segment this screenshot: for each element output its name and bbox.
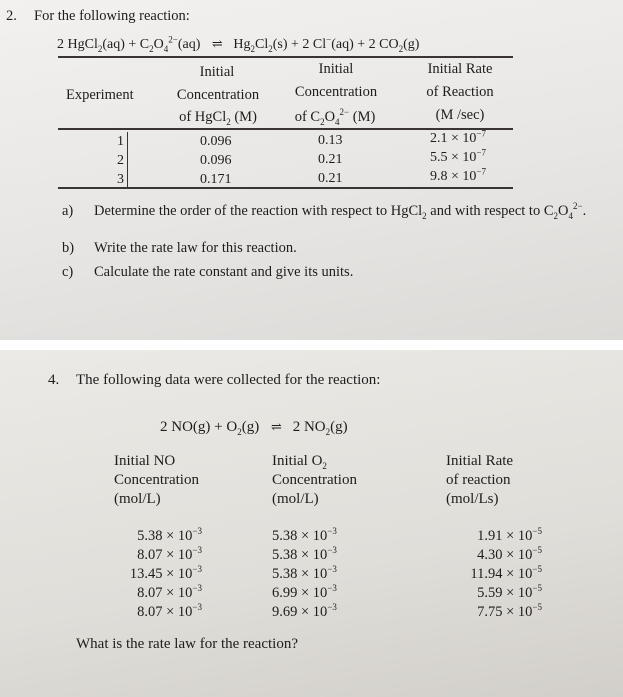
problem-4-reaction: 2 $NO(g) + O_2(g)$ ⇌ 2 $NO_2(g)$ [160,419,348,437]
photo-separator [0,340,623,350]
rate-column [430,130,486,187]
table-cell: $8.07 \times 10^{-3}$ [137,545,202,563]
table-cell: $5.5 \times 10^{-7}$ [430,147,486,165]
table-cell: $8.07 \times 10^{-3}$ [137,602,202,620]
table-cell: $5.38 \times 10^{-3}$ [272,564,337,582]
table-cell: 0.096 [200,153,232,168]
problem-2-number: 2. [6,8,17,24]
table-cell: $1.91 \times 10^{-5}$ [477,526,542,544]
header-hgcl2-line1: Initial [199,64,235,80]
header-o2-column [272,453,357,510]
table-cell: $5.38 \times 10^{-3}$ [272,545,337,563]
hgcl2-column [200,133,232,190]
o2-concentration-column [272,528,337,623]
table-cell: $8.07 \times 10^{-3}$ [137,583,202,601]
header-line: (mol/L) [272,491,319,507]
table-cell: 2 [117,153,124,168]
header-line: Concentration [114,472,199,488]
header-c2o4-line2: Concentration [294,84,378,100]
table-cell: $11.94 \times 10^{-5}$ [470,564,542,582]
table-cell: 3 [117,172,124,187]
table-cell: 0.171 [200,172,232,187]
table-cell: $2.1 \times 10^{-7}$ [430,128,486,146]
table-cell: $5.38 \times 10^{-3}$ [272,526,337,544]
header-line: (mol/L) [114,491,161,507]
problem-4-question: What is the rate law for the reaction? [76,636,298,652]
question-b-text: Write the rate law for this reaction. [94,240,297,256]
problem-2-intro: For the following reaction: [34,8,190,24]
problem-2-reaction: 2 HgCl$_2$(aq) + $C_2O_4^{2-}(aq)$ ⇌ $Hg_2Cl_2(s) + 2$ Cl−(aq) + 2 $CO_2(g)$ [57,34,420,54]
header-no-column [114,453,199,510]
header-experiment: Experiment [66,87,134,103]
problem-4-intro: The following data were collected for the reaction: [76,372,381,388]
experiment-column [108,133,124,190]
header-line: (mol/Ls) [446,491,499,507]
no-concentration-column [96,528,202,623]
table-cell: 1 [117,134,124,149]
header-rate-column [446,453,513,510]
c2o4-column [318,132,343,189]
table-cell: 0.13 [318,133,343,148]
header-line: Initial Rate [446,453,514,469]
header-line: Concentration [272,472,357,488]
equilibrium-arrow-icon: ⇌ [211,36,222,51]
table-cell: $9.8 \times 10^{-7}$ [430,166,486,184]
table-cell: 0.096 [200,134,232,149]
table-vertical-rule [127,132,128,187]
question-b-label: b) [62,240,75,256]
question-c-label: c) [62,264,74,280]
question-a-label: a) [62,203,74,219]
header-line: of reaction [446,472,511,488]
table-cell: $6.99 \times 10^{-3}$ [272,583,337,601]
problem-2-photo [0,0,623,340]
table-bottom-rule [58,187,513,189]
header-rate-line2: of Reaction [426,84,494,100]
table-cell: 0.21 [318,152,343,167]
equilibrium-arrow-icon: ⇌ [271,419,281,434]
table-cell: $5.59 \times 10^{-5}$ [477,583,542,601]
header-rate-line1: Initial Rate [427,61,493,77]
header-hgcl2-line3: of HgCl$_2$ (M) [179,109,257,127]
header-rate-line3: (M /sec) [435,107,485,123]
header-line: Initial $O_2$ [272,453,327,471]
table-cell: $9.69 \times 10^{-3}$ [272,602,337,620]
problem-4-photo [0,350,623,697]
rate-column [430,528,542,623]
table-cell: 0.21 [318,171,343,186]
table-cell: $5.38 \times 10^{-3}$ [137,526,202,544]
header-line: Initial NO [114,453,176,469]
table-top-rule [58,56,513,58]
table-cell: $7.75 \times 10^{-5}$ [477,602,542,620]
header-c2o4-line1: Initial [318,61,354,77]
question-a-text: Determine the order of the reaction with respect to HgCl$_2$ and with respect to $C_2O_4^{2-}$. [94,201,587,221]
problem-4-number: 4. [48,372,60,388]
header-c2o4-line3: of $C_2O_4^{2-}$ (M) [294,107,376,127]
header-hgcl2-line2: Concentration [176,87,260,103]
table-cell: $13.45 \times 10^{-3}$ [129,564,202,582]
question-c-text: Calculate the rate constant and give its units. [94,264,354,280]
table-cell: $4.30 \times 10^{-5}$ [477,545,542,563]
